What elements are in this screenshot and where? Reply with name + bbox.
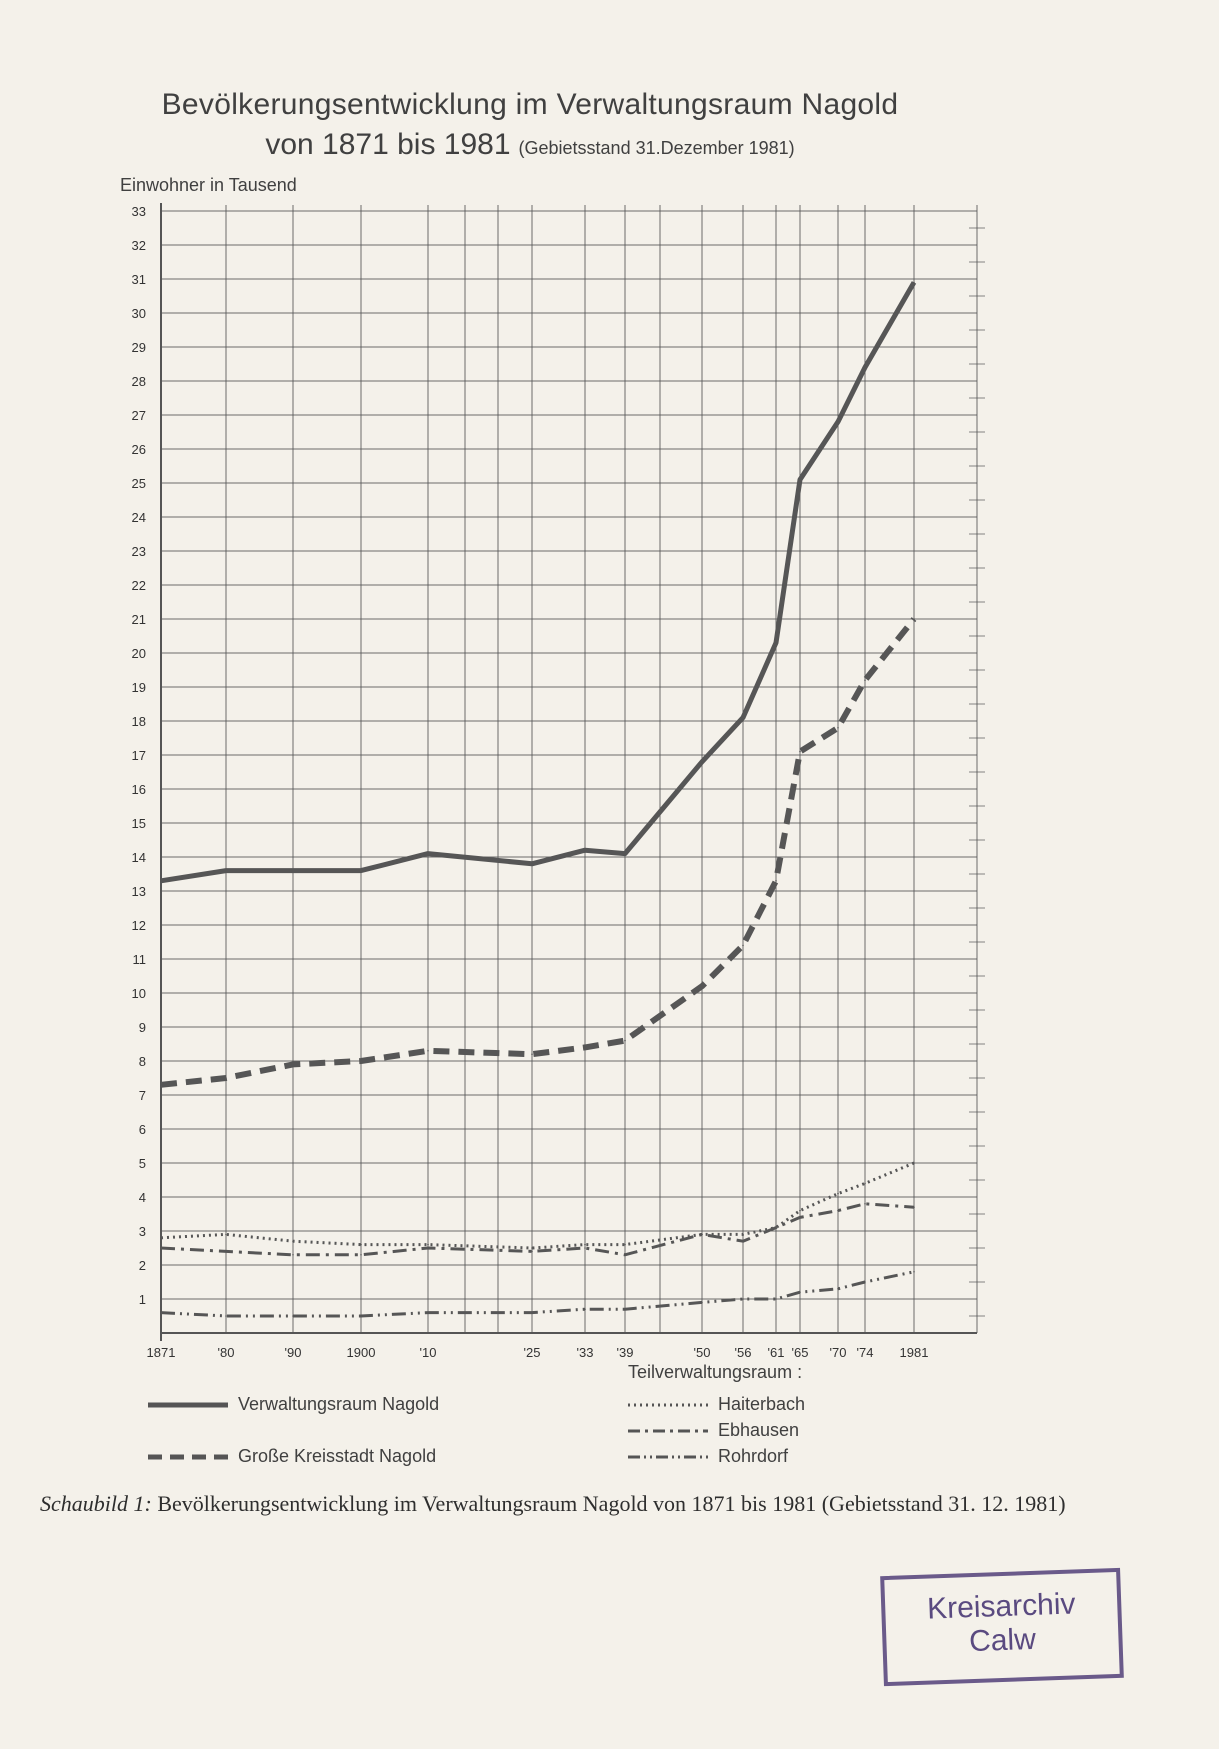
caption-lead: Schaubild 1:	[40, 1491, 152, 1516]
series-line-ebhausen	[161, 1204, 914, 1255]
data-point	[292, 1064, 294, 1066]
legend-item-haiterbach	[628, 1394, 805, 1415]
data-point	[799, 1217, 801, 1219]
data-point	[799, 1291, 801, 1293]
x-tick-label: '70	[829, 1345, 847, 1360]
data-point	[160, 880, 162, 882]
y-tick-label: 19	[131, 680, 146, 695]
data-point	[742, 1234, 744, 1236]
chart-subtitle-main: von 1871 bis 1981	[265, 128, 511, 161]
stamp-line-1: Kreisarchiv	[926, 1587, 1077, 1626]
legend-item-kreisstadt	[148, 1446, 436, 1467]
legend-swatch-dashdot	[628, 1425, 710, 1437]
data-point	[360, 1315, 362, 1317]
data-point	[701, 761, 703, 763]
data-point	[427, 853, 429, 855]
y-tick-label: 2	[138, 1258, 146, 1273]
data-point	[837, 1210, 839, 1212]
x-tick-label: '74	[856, 1345, 874, 1360]
data-point	[775, 1298, 777, 1300]
data-point	[292, 1254, 294, 1256]
y-tick-label: 27	[131, 408, 146, 423]
data-point	[701, 1234, 703, 1236]
x-tick-label: '65	[791, 1345, 809, 1360]
legend-item-ebhausen	[628, 1420, 799, 1441]
data-point	[531, 863, 533, 865]
data-point	[701, 1302, 703, 1304]
x-tick-label: '50	[693, 1345, 711, 1360]
data-point	[837, 1288, 839, 1290]
y-tick-label: 17	[131, 748, 146, 763]
legend-label-haiterbach: Haiterbach	[718, 1394, 806, 1414]
y-tick-label: 14	[131, 850, 146, 865]
data-point	[837, 1193, 839, 1195]
legend-item-rohrdorf	[628, 1446, 788, 1467]
y-tick-label: 21	[131, 612, 146, 627]
x-tick-label: '90	[284, 1345, 302, 1360]
legend-swatch-dotted	[628, 1399, 710, 1411]
data-point	[775, 1227, 777, 1229]
data-point	[531, 1053, 533, 1055]
y-tick-label: 28	[131, 374, 146, 389]
archive-stamp	[880, 1568, 1124, 1686]
legend-label-kreisstadt: Große Kreisstadt Nagold	[238, 1446, 437, 1466]
x-tick-label: '56	[734, 1345, 752, 1360]
data-point	[360, 1060, 362, 1062]
y-axis-label: Einwohner in Tausend	[120, 175, 297, 195]
series-line-gro-e-kreisstadt-nagold	[161, 619, 914, 1085]
x-tick-label: '61	[767, 1345, 785, 1360]
data-point	[292, 1240, 294, 1242]
data-point	[427, 1050, 429, 1052]
data-point	[864, 679, 866, 681]
y-tick-label: 6	[138, 1122, 146, 1137]
y-tick-label: 30	[131, 306, 146, 321]
y-tick-label: 25	[131, 476, 146, 491]
data-point	[799, 479, 801, 481]
data-point	[624, 853, 626, 855]
data-point	[624, 1244, 626, 1246]
series-line-verwaltungsraum-nagold	[161, 282, 914, 880]
data-point	[837, 421, 839, 423]
data-point	[799, 1210, 801, 1212]
y-tick-label: 11	[132, 952, 146, 967]
data-point	[742, 945, 744, 947]
data-point	[225, 1251, 227, 1253]
y-tick-label: 13	[131, 884, 146, 899]
data-point	[701, 985, 703, 987]
data-point	[742, 1298, 744, 1300]
data-point	[775, 642, 777, 644]
data-point	[584, 1047, 586, 1049]
data-point	[225, 1315, 227, 1317]
caption-text: Bevölkerungsentwicklung im Verwaltungsraum Nagold von 1871 bis 1981 (Gebietsstand 31. 12. 1981)	[151, 1491, 1066, 1516]
data-point	[864, 367, 866, 369]
data-point	[624, 1308, 626, 1310]
data-point	[292, 870, 294, 872]
data-point	[742, 717, 744, 719]
series-line-rohrdorf	[161, 1272, 914, 1316]
x-tick-label: 1900	[346, 1345, 376, 1360]
data-point	[742, 1240, 744, 1242]
data-point	[584, 1247, 586, 1249]
legend-label-verwaltungsraum: Verwaltungsraum Nagold	[238, 1394, 440, 1414]
legend-group-title: Teilverwaltungsraum :	[628, 1362, 803, 1382]
x-tick-label: '10	[419, 1345, 437, 1360]
data-point	[531, 1312, 533, 1314]
y-tick-label: 16	[131, 782, 146, 797]
y-tick-label: 4	[138, 1190, 146, 1205]
data-point	[775, 880, 777, 882]
y-tick-label: 12	[131, 918, 146, 933]
data-point	[160, 1237, 162, 1239]
legend-item-verwaltungsraum	[148, 1394, 439, 1415]
chart-subtitle-note: (Gebietsstand 31.Dezember 1981)	[518, 138, 795, 158]
y-tick-label: 32	[131, 238, 146, 253]
data-point	[864, 1183, 866, 1185]
legend-swatch-dashdotdot	[628, 1451, 710, 1463]
data-point	[584, 1244, 586, 1246]
legend-swatch-dashed	[148, 1451, 230, 1463]
data-point	[427, 1244, 429, 1246]
stamp-line-2: Calw	[968, 1622, 1037, 1659]
x-tick-label: '39	[616, 1345, 634, 1360]
data-point	[913, 1162, 915, 1164]
x-tick-label: '33	[576, 1345, 594, 1360]
data-point	[913, 1271, 915, 1273]
data-point	[427, 1247, 429, 1249]
data-point	[225, 1077, 227, 1079]
legend-label-rohrdorf: Rohrdorf	[718, 1446, 789, 1466]
y-tick-label: 18	[131, 714, 146, 729]
data-point	[531, 1247, 533, 1249]
chart-title: Bevölkerungsentwicklung im Verwaltungsraum Nagold	[161, 88, 899, 121]
data-point	[360, 870, 362, 872]
data-point	[531, 1251, 533, 1253]
data-point	[624, 1254, 626, 1256]
x-tick-label: 1871	[146, 1345, 176, 1360]
y-tick-label: 9	[138, 1020, 146, 1035]
data-point	[913, 1206, 915, 1208]
data-point	[913, 618, 915, 620]
data-point	[160, 1084, 162, 1086]
y-tick-label: 20	[131, 646, 146, 661]
data-point	[864, 1203, 866, 1205]
y-tick-label: 23	[131, 544, 146, 559]
data-point	[160, 1312, 162, 1314]
x-tick-label: 1981	[899, 1345, 929, 1360]
y-tick-label: 3	[138, 1224, 146, 1239]
data-point	[584, 1308, 586, 1310]
data-point	[225, 870, 227, 872]
y-tick-label: 8	[138, 1054, 146, 1069]
y-tick-label: 1	[138, 1292, 146, 1307]
y-tick-label: 29	[131, 340, 146, 355]
data-point	[799, 751, 801, 753]
data-point	[225, 1234, 227, 1236]
y-tick-label: 10	[131, 986, 146, 1001]
y-tick-label: 5	[138, 1156, 146, 1171]
y-tick-label: 26	[131, 442, 146, 457]
data-point	[427, 1312, 429, 1314]
data-point	[160, 1247, 162, 1249]
data-point	[913, 282, 915, 284]
data-point	[584, 849, 586, 851]
legend-label-ebhausen: Ebhausen	[718, 1420, 800, 1440]
figure-caption	[40, 1490, 1070, 1518]
data-point	[837, 727, 839, 729]
x-tick-label: '80	[217, 1345, 235, 1360]
data-point	[360, 1254, 362, 1256]
y-tick-label: 15	[131, 816, 146, 831]
x-tick-label: '25	[523, 1345, 541, 1360]
legend-swatch-solid	[148, 1399, 230, 1411]
data-point	[360, 1244, 362, 1246]
y-tick-label: 24	[131, 510, 146, 525]
y-tick-label: 33	[131, 204, 146, 219]
y-tick-label: 22	[131, 578, 146, 593]
series-line-haiterbach	[161, 1163, 914, 1248]
data-point	[624, 1040, 626, 1042]
y-tick-label: 31	[131, 272, 146, 287]
y-tick-label: 7	[138, 1088, 146, 1103]
data-point	[864, 1281, 866, 1283]
data-point	[292, 1315, 294, 1317]
